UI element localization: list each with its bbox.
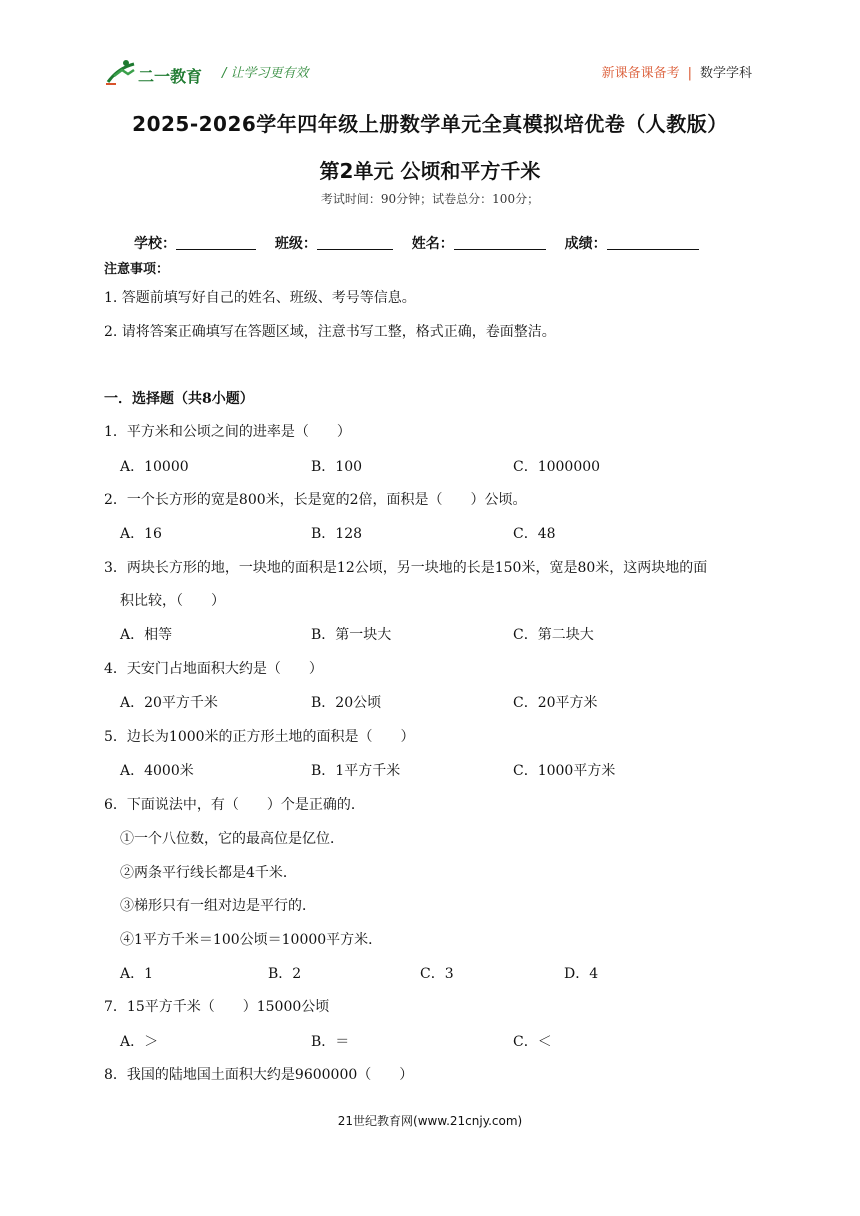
- field-class-label: 班级：: [274, 236, 317, 252]
- field-school-blank[interactable]: [176, 235, 256, 250]
- header-tag: 新课备课备考: [601, 66, 680, 81]
- question-stem: 3．两块长方形的地，一块地的面积是12公顷，另一块地的长是150米，宽是80米，这两块地的面: [104, 560, 708, 576]
- header-subject: 数学学科: [699, 66, 752, 81]
- notes-heading: 注意事项：: [104, 262, 170, 277]
- question-stem: 1．平方米和公顷之间的进率是（ ）: [104, 424, 351, 440]
- option: C．3: [420, 966, 454, 982]
- option: A．16: [120, 526, 162, 542]
- option: A．10000: [120, 459, 189, 475]
- runner-logo-icon: [104, 58, 138, 86]
- page-title: 2025-2026学年四年级上册数学单元全真模拟培优卷（人教版）: [132, 112, 728, 136]
- option: C．20平方米: [513, 695, 598, 711]
- option: D．4: [564, 966, 599, 982]
- option: B．＝: [311, 1034, 350, 1050]
- option: B．2: [268, 966, 302, 982]
- question-stem: 8．我国的陆地国土面积大约是9600000（ ）: [104, 1067, 414, 1083]
- option: B．第一块大: [311, 627, 392, 643]
- logo-text: 二一教育: [138, 67, 203, 86]
- option: B．20公顷: [311, 695, 382, 711]
- option: A．4000米: [120, 763, 194, 779]
- statement: ③梯形只有一组对边是平行的．: [120, 898, 316, 914]
- question-stem-continued: 积比较，（ ）: [120, 593, 225, 609]
- option: A．20平方千米: [120, 695, 218, 711]
- student-info-fields: [134, 233, 713, 253]
- option: A．1: [120, 966, 154, 982]
- note-item: 1. 答题前填写好自己的姓名、班级、考号等信息。: [104, 290, 416, 306]
- field-name-blank[interactable]: [454, 235, 546, 250]
- statement: ①一个八位数，它的最高位是亿位．: [120, 831, 344, 847]
- option: A．＞: [120, 1034, 159, 1050]
- page-footer: 21世纪教育网(www.21cnjy.com): [337, 1114, 523, 1128]
- page-header: [0, 0, 860, 100]
- option: C．＜: [513, 1034, 552, 1050]
- question-stem: 6．下面说法中，有（ ）个是正确的．: [104, 797, 365, 813]
- field-school-label: 学校：: [134, 236, 176, 252]
- option: A．相等: [120, 627, 173, 643]
- note-item: 2. 请将答案正确填写在答题区域，注意书写工整，格式正确，卷面整洁。: [104, 324, 556, 340]
- header-separator: |: [687, 66, 692, 81]
- slogan: / 让学习更有效: [222, 66, 309, 81]
- header-right: [602, 62, 752, 81]
- statement: ④1平方千米＝100公顷＝10000平方米．: [120, 932, 383, 948]
- question-stem: 7．15平方千米（ ）15000公顷: [104, 999, 330, 1015]
- option: C．1000000: [513, 459, 601, 475]
- question-stem: 4．天安门占地面积大约是（ ）: [104, 661, 323, 677]
- option: C．第二块大: [513, 627, 594, 643]
- question-stem: 2．一个长方形的宽是800米，长是宽的2倍，面积是（ ）公顷。: [104, 492, 527, 508]
- field-score-label: 成绩：: [564, 236, 607, 252]
- page-subtitle: 第2单元 公顷和平方千米: [319, 159, 541, 183]
- option: C．1000平方米: [513, 763, 616, 779]
- statement: ②两条平行线长都是4千米．: [120, 865, 297, 881]
- option: B．128: [311, 526, 363, 542]
- question-stem: 5．边长为1000米的正方形土地的面积是（ ）: [104, 729, 415, 745]
- option: C．48: [513, 526, 556, 542]
- field-name-label: 姓名：: [411, 236, 454, 252]
- option: B．100: [311, 459, 363, 475]
- exam-meta: 考试时间：90分钟；试卷总分：100分；: [320, 192, 540, 206]
- field-class-blank[interactable]: [317, 235, 393, 250]
- logo: [104, 58, 214, 88]
- option: B．1平方千米: [311, 763, 401, 779]
- section-heading: 一．选择题（共8小题）: [104, 391, 254, 407]
- field-score-blank[interactable]: [607, 235, 699, 250]
